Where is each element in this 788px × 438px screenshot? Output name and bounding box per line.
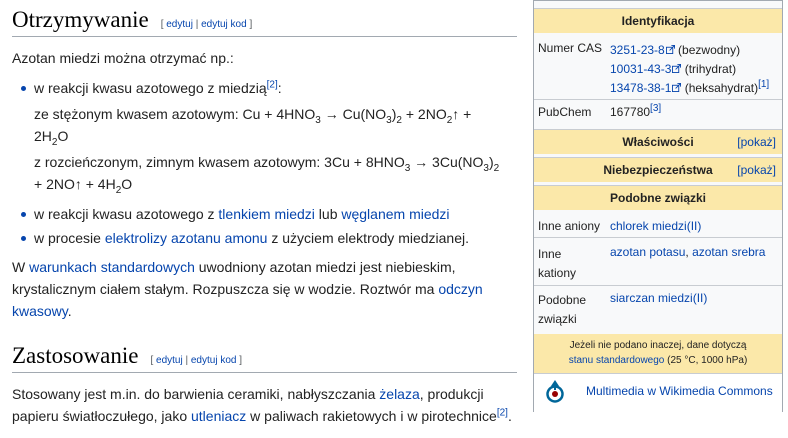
- usage-paragraph: [12, 383, 517, 427]
- edit-section-links: [161, 19, 253, 30]
- edit-section-links: [150, 355, 242, 366]
- edit-code-link[interactable]: edytuj kod: [201, 19, 247, 30]
- separator: ,: [685, 245, 693, 259]
- cas-note: (heksahydrat): [681, 81, 759, 95]
- cas-link[interactable]: 13478-38-1: [610, 81, 672, 95]
- pubchem-label: PubChem: [538, 105, 592, 119]
- reference-link[interactable]: [2]: [496, 407, 508, 419]
- cas-values: [610, 41, 769, 98]
- external-link-icon: [666, 45, 675, 54]
- bracket: ]: [236, 355, 243, 366]
- formula-text: ↑ +: [452, 106, 472, 122]
- header-label: Niebezpieczeństwa: [603, 163, 713, 177]
- item-text: w procesie: [34, 230, 105, 246]
- edit-link[interactable]: edytuj: [166, 19, 193, 30]
- list-item: [12, 227, 517, 249]
- label-line: Podobne: [538, 293, 587, 307]
- list-item: [12, 203, 517, 225]
- methods-list-2: [12, 203, 517, 249]
- cations-values: [610, 245, 765, 259]
- formula-text: ): [391, 106, 397, 122]
- formula-text: O: [121, 176, 133, 192]
- section-title-text: Zastosowanie: [12, 343, 139, 368]
- item-text: lub: [314, 206, 342, 222]
- bracket: [: [150, 355, 157, 366]
- cations-row: [534, 245, 782, 285]
- infobox-header-related: Podobne związki: [534, 185, 782, 210]
- cas-link[interactable]: 10031-43-3: [610, 62, 672, 76]
- cas-note: (trihydrat): [681, 62, 737, 76]
- subscript: 3: [386, 114, 392, 126]
- reaction-dilute: [12, 151, 517, 195]
- label-line: związki: [538, 312, 577, 326]
- formula-text: → Cu(NO: [320, 106, 387, 122]
- paragraph-text: .: [507, 408, 512, 424]
- infobox-footnote: [534, 334, 782, 376]
- similar-row: [534, 291, 782, 331]
- reference-link[interactable]: [1]: [758, 79, 770, 90]
- article-content: [12, 0, 517, 427]
- section-title: [12, 343, 242, 369]
- paragraph-text: , produkcji: [419, 386, 484, 402]
- section-heading-zastosowanie: [12, 336, 517, 373]
- bullet-icon: [21, 236, 26, 241]
- reaction-concentrated: [12, 103, 517, 147]
- formula-text: ): [488, 154, 494, 170]
- cas-entry: [610, 79, 769, 98]
- reference-link[interactable]: [3]: [650, 103, 662, 114]
- row-divider: [534, 237, 782, 238]
- formula-text: ze stężonym kwasem azotowym: Cu + 4HNO: [34, 106, 316, 122]
- section-title-text: Otrzymywanie: [12, 7, 149, 32]
- formula-text: z rozcieńczonym, zimnym kwasem azotowym: 3Cu + 8HNO: [34, 154, 405, 170]
- link-tlenek-miedzi[interactable]: tlenkiem miedzi: [218, 206, 315, 222]
- link-siarczan-miedzi[interactable]: siarczan miedzi(II): [610, 291, 708, 305]
- infobox-header-identification: Identyfikacja: [534, 8, 782, 33]
- wikimedia-commons-icon: [544, 380, 566, 406]
- anions-label: Inne aniony: [538, 219, 601, 233]
- link-kwasowy[interactable]: kwasowy: [12, 303, 68, 319]
- commons-row: [534, 373, 782, 412]
- link-utleniacz[interactable]: utleniacz: [191, 408, 247, 424]
- section-title: [12, 7, 252, 33]
- formula-text: O: [57, 128, 69, 144]
- subscript: 2: [51, 136, 58, 148]
- bullet-icon: [21, 212, 26, 217]
- infobox: [533, 0, 783, 412]
- formula-text: + 2NO: [401, 106, 447, 122]
- cas-entry: [610, 60, 769, 79]
- paragraph-text: W: [12, 259, 30, 275]
- paragraph-text: w paliwach rakietowych i w pirotechnice: [246, 408, 497, 424]
- bullet-icon: [21, 86, 26, 91]
- separator: |: [192, 19, 202, 30]
- edit-code-link[interactable]: edytuj kod: [190, 355, 237, 366]
- paragraph-text: papieru światłoczułego, jako: [12, 408, 191, 424]
- header-label: Właściwości: [622, 135, 694, 149]
- item-text: z użyciem elektrody miedzianej.: [267, 230, 470, 246]
- show-toggle[interactable]: [pokaż]: [737, 135, 776, 149]
- cas-note: (bezwodny): [674, 43, 741, 57]
- subscript: 2: [396, 114, 402, 126]
- link-azotan-potasu[interactable]: azotan potasu: [610, 245, 686, 259]
- cas-label: Numer CAS: [538, 41, 603, 55]
- link-elektroliza[interactable]: elektrolizy: [104, 230, 168, 246]
- commons-link[interactable]: Multimedia w Wikimedia Commons: [586, 384, 773, 398]
- item-text: :: [277, 80, 282, 96]
- formula-text: → 3Cu(NO: [410, 154, 484, 170]
- methods-list: [12, 77, 517, 99]
- pubchem-id: 167780: [610, 105, 651, 119]
- link-azotan-amonu[interactable]: azotanu amonu: [170, 230, 268, 246]
- intro-paragraph: Azotan miedzi można otrzymać np.:: [12, 50, 234, 66]
- row-divider: [534, 99, 782, 100]
- link-weglan-miedzi[interactable]: węglanem miedzi: [341, 206, 450, 222]
- link-odczyn[interactable]: odczyn: [438, 281, 483, 297]
- section-heading-otrzymywanie: [12, 0, 517, 37]
- list-item: [12, 77, 517, 99]
- subscript: 3: [315, 114, 321, 126]
- link-zelazo[interactable]: żelaza: [379, 386, 420, 402]
- label-line: Inne: [538, 247, 562, 261]
- link-stan-standardowy[interactable]: stanu standardowego: [568, 355, 665, 366]
- label-line: kationy: [538, 266, 577, 280]
- item-text: w reakcji kwasu azotowego z: [34, 206, 219, 222]
- paragraph-text: krystalicznym ciałem stałym. Rozpuszcza się w wodzie. Roztwór ma: [12, 281, 439, 297]
- bracket: ]: [246, 19, 253, 30]
- infobox-header-properties[interactable]: [534, 129, 782, 154]
- item-text: w reakcji kwasu azotowego z miedzią: [34, 80, 267, 96]
- reference-link[interactable]: [2]: [266, 79, 278, 91]
- pubchem-row: [534, 105, 782, 125]
- link-warunki-standardowe[interactable]: warunkach standardowych: [29, 259, 195, 275]
- subscript: 3: [404, 162, 411, 174]
- row-divider: [534, 285, 782, 286]
- footnote-text: Jeżeli nie podano inaczej, dane dotyczą: [569, 340, 747, 351]
- paragraph-text: Stosowany jest m.in. do barwienia ceramiki, nabłyszczania: [12, 386, 380, 402]
- paragraph-text: .: [67, 303, 72, 319]
- footnote-text: (25 °C, 1000 hPa): [664, 355, 748, 366]
- subscript: 3: [483, 162, 489, 174]
- subscript: 2: [493, 162, 500, 174]
- formula-text: 2H: [34, 128, 52, 144]
- link-chlorek-miedzi[interactable]: chlorek miedzi(II): [610, 219, 702, 233]
- show-toggle[interactable]: [pokaż]: [737, 163, 776, 177]
- cas-entry: [610, 41, 769, 60]
- cas-link[interactable]: 3251-23-8: [610, 43, 665, 57]
- pubchem-value: [610, 105, 661, 119]
- link-azotan-srebra[interactable]: azotan srebra: [692, 245, 766, 259]
- similar-label: [538, 291, 586, 329]
- infobox-header-hazards[interactable]: [534, 157, 782, 182]
- formula-text: + 2NO↑ + 4H: [34, 176, 116, 192]
- subscript: 2: [446, 114, 453, 126]
- separator: |: [182, 355, 191, 366]
- properties-paragraph: [12, 256, 517, 322]
- bracket: [: [160, 19, 167, 30]
- cations-label: [538, 245, 576, 283]
- edit-link[interactable]: edytuj: [156, 355, 183, 366]
- paragraph-text: uwodniony azotan miedzi jest niebieskim,: [194, 259, 456, 275]
- anions-row: [534, 219, 782, 239]
- subscript: 2: [115, 184, 122, 196]
